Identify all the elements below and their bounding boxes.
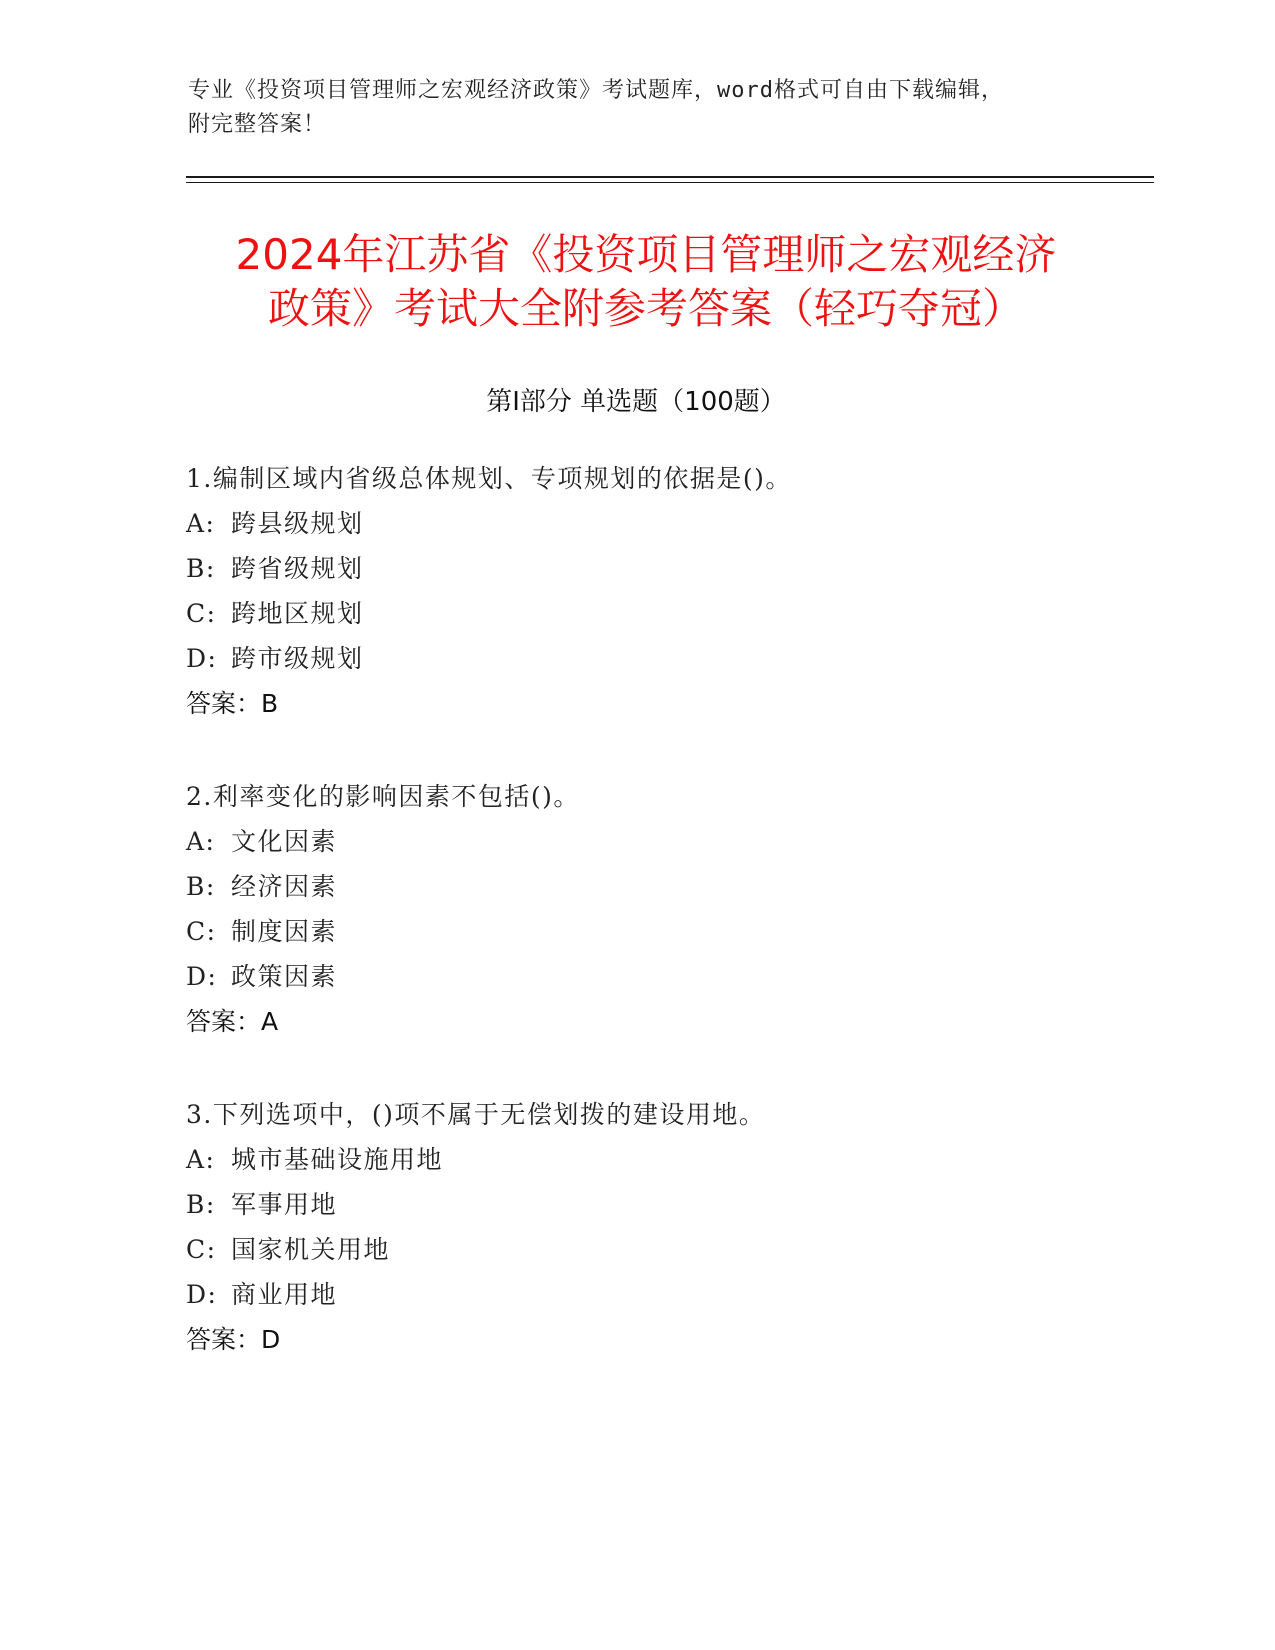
option-text: 跨地区规划: [231, 599, 364, 628]
option-letter: D:: [186, 644, 218, 673]
option-a: [186, 1137, 1106, 1182]
option-letter: D:: [186, 962, 218, 991]
option-text: 城市基础设施用地: [231, 1145, 444, 1174]
option-text: 政策因素: [231, 962, 338, 991]
option-letter: C:: [186, 599, 217, 628]
question-2: [186, 774, 1106, 1044]
question-stem: 1.编制区域内省级总体规划、专项规划的依据是()。: [186, 464, 792, 493]
intro-text: [188, 74, 1088, 142]
question-3: [186, 1092, 1106, 1362]
answer-line: 答案：B: [186, 689, 279, 718]
option-d: [186, 954, 1106, 999]
option-letter: A:: [186, 509, 216, 538]
option-a: [186, 501, 1106, 546]
option-text: 制度因素: [231, 917, 338, 946]
option-d: [186, 636, 1106, 681]
question-1: [186, 456, 1106, 726]
option-letter: B:: [186, 872, 216, 901]
section-heading: 第Ⅰ部分 单选题（100题）: [486, 387, 786, 417]
option-c: [186, 909, 1106, 954]
header-divider-thin: [186, 182, 1154, 183]
option-text: 军事用地: [231, 1190, 338, 1219]
question-stem: 3.下列选项中，()项不属于无偿划拨的建设用地。: [186, 1100, 766, 1129]
option-b: [186, 1182, 1106, 1227]
option-text: 文化因素: [231, 827, 338, 856]
option-letter: B:: [186, 1190, 216, 1219]
title-line-2: 政策》考试大全附参考答案（轻巧夺冠）: [267, 284, 1024, 333]
option-text: 商业用地: [231, 1280, 338, 1309]
option-letter: C:: [186, 917, 217, 946]
header-divider-thick: [186, 176, 1154, 178]
option-d: [186, 1272, 1106, 1317]
title-line-1: 2024年江苏省《投资项目管理师之宏观经济: [235, 230, 1057, 279]
option-letter: D:: [186, 1280, 218, 1309]
document-title: [186, 228, 1106, 336]
option-text: 跨市级规划: [231, 644, 364, 673]
option-text: 国家机关用地: [231, 1235, 391, 1264]
option-text: 跨县级规划: [231, 509, 364, 538]
intro-line-2: 附完整答案！: [188, 112, 327, 137]
option-letter: A:: [186, 827, 216, 856]
option-letter: B:: [186, 554, 216, 583]
answer-line: 答案：D: [186, 1325, 281, 1354]
option-letter: C:: [186, 1235, 217, 1264]
option-letter: A:: [186, 1145, 216, 1174]
intro-line-1: 专业《投资项目管理师之宏观经济政策》考试题库，word格式可自由下载编辑，: [188, 78, 1004, 103]
option-b: [186, 864, 1106, 909]
option-c: [186, 1227, 1106, 1272]
option-b: [186, 546, 1106, 591]
option-text: 经济因素: [231, 872, 338, 901]
option-text: 跨省级规划: [231, 554, 364, 583]
answer-line: 答案：A: [186, 1007, 279, 1036]
question-stem: 2.利率变化的影响因素不包括()。: [186, 782, 580, 811]
option-a: [186, 819, 1106, 864]
option-c: [186, 591, 1106, 636]
